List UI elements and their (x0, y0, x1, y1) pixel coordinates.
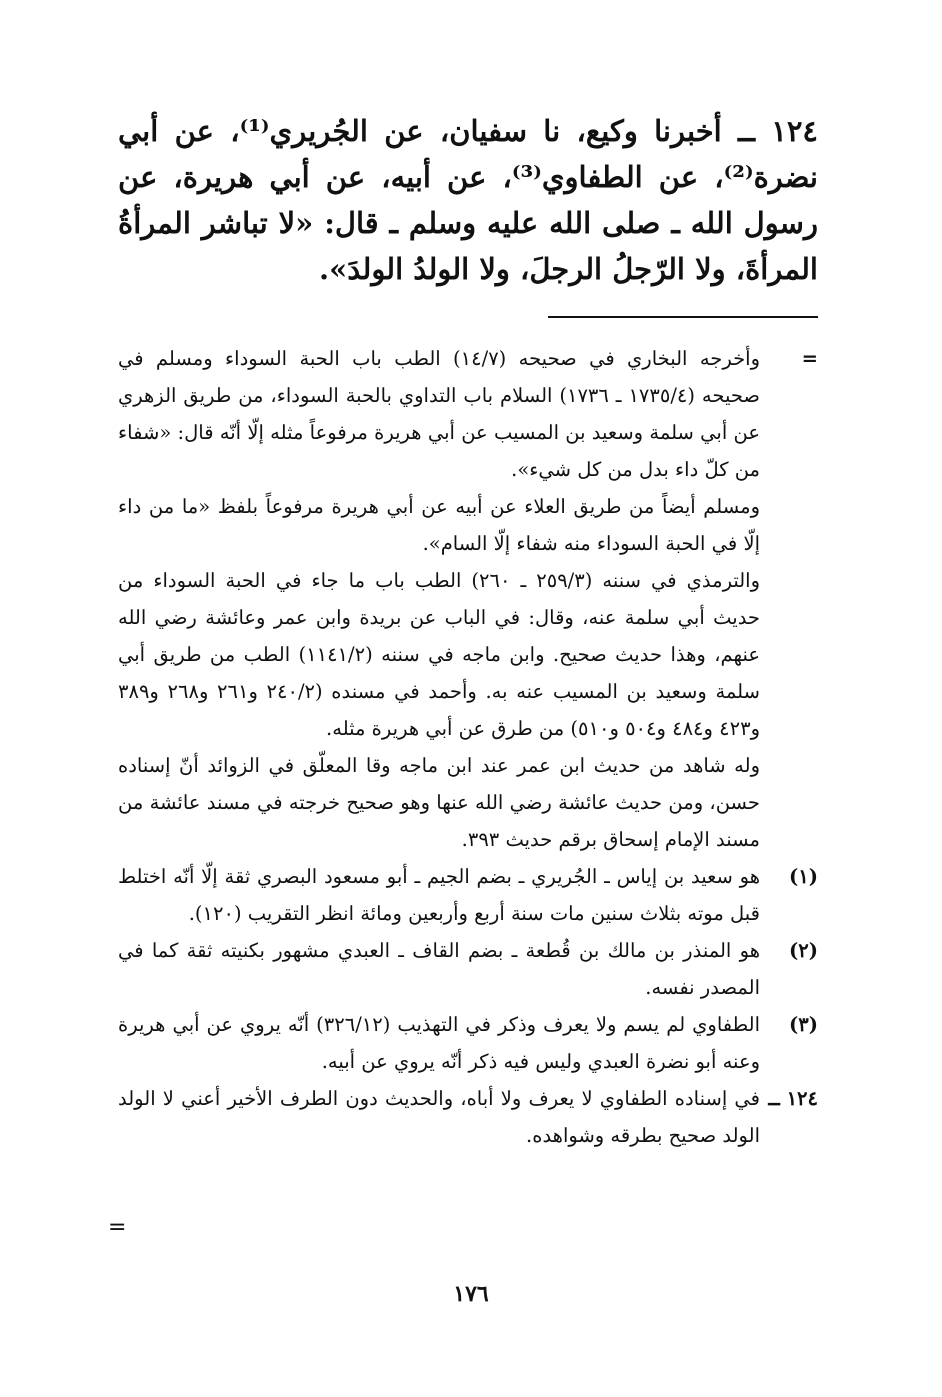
continuation-marker: = (801, 347, 818, 370)
continued-note-paragraph (118, 747, 818, 858)
continued-note-paragraph (118, 340, 818, 488)
page-end-continuation-marker: = (108, 1215, 127, 1240)
continued-note-paragraph (118, 562, 818, 747)
note-text: ومسلم أيضاً من طريق العلاء عن أبيه عن أبي هريرة مرفوعاً بلفظ «ما من داء إلّا في الحبة السوداء منه شفاء إلّا السام». (118, 495, 760, 555)
hadith-text (118, 108, 818, 292)
footnote-marker: (٢) (789, 939, 818, 962)
footnote-text: الطفاوي لم يسم ولا يعرف وذكر في التهذيب (٣٢٦/١٢) أنّه يروي عن أبي هريرة وعنه أبو نضرة العبدي وليس فيه ذكر أنّه يروي عن أبيه. (118, 1013, 760, 1073)
continued-note-paragraph (118, 488, 818, 562)
footnotes-section (118, 340, 818, 1154)
hadith-paragraph: ١٢٤ ــ أخبرنا وكيع، نا سفيان، عن الجُريري⁽¹⁾، عن أبي نضرة⁽²⁾، عن الطفاوي⁽³⁾، عن أبيه، عن أبي هريرة، عن رسول الله ـ صلى الله عليه وسلم ـ قال: «لا تباشر المرأةُ المرأةَ، ولا الرّجلُ الرجلَ، ولا الولدُ الولدَ». (118, 114, 818, 286)
footnote-text: في إسناده الطفاوي لا يعرف ولا أباه، والحديث دون الطرف الأخير أعني لا الولد الولد صحيح بطرقه وشواهده. (118, 1087, 760, 1147)
note-text: وأخرجه البخاري في صحيحه (١٤/٧) الطب باب الحبة السوداء ومسلم في صحيحه (١٧٣٥/٤ ـ ١٧٣٦) السلام باب التداوي بالحبة السوداء، من طريق الزهري عن أبي سلمة وسعيد بن المسيب عن أبي هريرة مرفوعاً مثله إلّا أنّه قال: «شفاء من كلّ داء بدل من كل شيء». (118, 347, 760, 481)
note-text: والترمذي في سننه (٢٥٩/٣ ـ ٢٦٠) الطب باب ما جاء في الحبة السوداء من حديث أبي سلمة عنه، وقال: في الباب عن بريدة وابن عمر وعائشة رضي الله عنهم، وهذا حديث صحيح. وابن ماجه في سننه (١١٤١/٢) الطب من طريق أبي سلمة وسعيد بن المسيب عنه به. وأحمد في مسنده (٢٤٠/٢ و٢٦١ و٢٦٨ و٣٨٩ و٤٢٣ و٤٨٤ و٥٠٤ و٥١٠) من طرق عن أبي هريرة مثله. (118, 569, 760, 740)
footnote-3 (118, 1006, 818, 1080)
footnote-1 (118, 858, 818, 932)
footnote-separator (548, 316, 818, 318)
footnote-text: هو سعيد بن إياس ـ الجُريري ـ بضم الجيم ـ أبو مسعود البصري ثقة إلّا أنّه اختلط قبل موته بثلاث سنين مات سنة أربع وأربعين ومائة انظر التقريب (١٢٠). (118, 865, 760, 925)
footnote-marker: (٣) (789, 1013, 818, 1036)
note-text: وله شاهد من حديث ابن عمر عند ابن ماجه وقا المعلّق في الزوائد أنّ إسناده حسن، ومن حديث عائشة رضي الله عنها وهو صحيح خرجته في مسند عائشة من مسند الإمام إسحاق برقم حديث ٣٩٣. (118, 754, 760, 851)
page-number: ١٧٦ (453, 1281, 489, 1307)
footnote-2 (118, 932, 818, 1006)
footnote-marker: (١) (789, 865, 818, 888)
hadith-124-note (118, 1080, 818, 1154)
hadith-number-marker: ١٢٤ ــ (768, 1087, 818, 1110)
footnote-text: هو المنذر بن مالك بن قُطعة ـ بضم القاف ـ العبدي مشهور بكنيته ثقة كما في المصدر نفسه. (118, 939, 760, 999)
